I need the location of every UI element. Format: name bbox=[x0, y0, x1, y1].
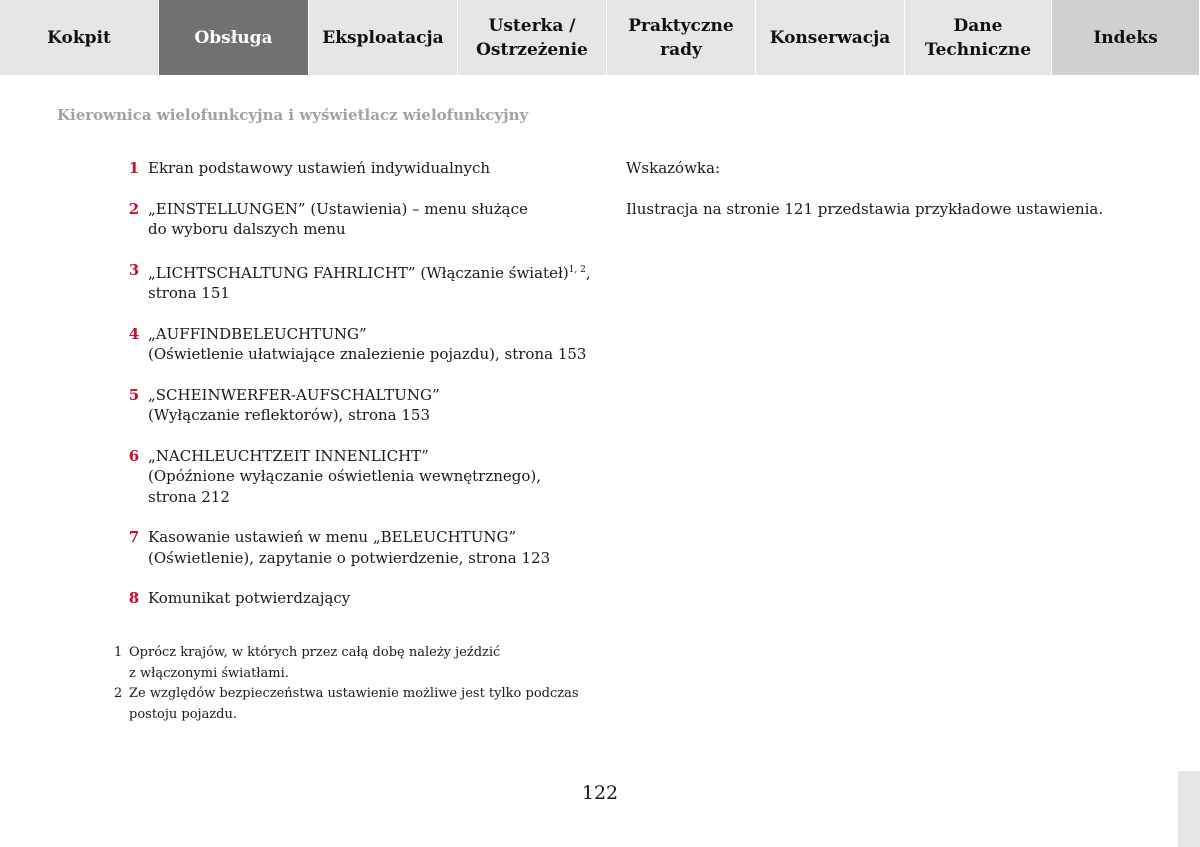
item-number: 6 bbox=[128, 446, 140, 465]
item-text-tail: , strona 151 bbox=[148, 263, 591, 302]
page-number: 122 bbox=[581, 782, 619, 804]
tab-eksploatacja[interactable]: Eksploatacja bbox=[309, 0, 458, 75]
tab-obsluga[interactable]: Obsługa bbox=[159, 0, 309, 75]
list-item bbox=[120, 158, 600, 179]
item-number: 7 bbox=[128, 528, 140, 546]
item-number: 2 bbox=[128, 199, 140, 218]
footnote-number: 2 bbox=[114, 686, 123, 701]
item-number: 4 bbox=[128, 324, 140, 343]
footnote-text: Oprócz krajów, w których przez całą dobę należy jeździć z włączonymi światłami. bbox=[129, 645, 501, 681]
footnote-text: Ze względów bezpieczeństwa ustawienie możliwe jest tylko podczas postoju pojazdu. bbox=[129, 686, 579, 722]
footnotes bbox=[114, 643, 594, 725]
tab-usterka-ostrzezenie[interactable]: Usterka / Ostrzeżenie bbox=[458, 0, 607, 75]
tab-kokpit[interactable]: Kokpit bbox=[0, 0, 159, 75]
footnote-ref: 1, 2 bbox=[568, 264, 586, 275]
list-item bbox=[120, 199, 600, 240]
item-text: „NACHLEUCHTZEIT INNENLICHT” (Opóźnione wyłączanie oświetlenia wewnętrznego), strona 212 bbox=[148, 446, 542, 506]
item-number: 5 bbox=[128, 385, 140, 404]
item-text: „AUFFINDBELEUCHTUNG” (Oświetlenie ułatwiające znalezienie pojazdu), strona 153 bbox=[148, 324, 587, 363]
item-number: 1 bbox=[128, 159, 140, 177]
tab-praktyczne-rady[interactable]: Praktyczne rady bbox=[607, 0, 756, 75]
list-item bbox=[120, 385, 600, 426]
list-item bbox=[120, 324, 600, 365]
numbered-list bbox=[120, 158, 600, 629]
note-heading: Wskazówka: bbox=[626, 159, 721, 177]
section-title: Kierownica wielofunkcyjna i wyświetlacz wielofunkcyjny bbox=[57, 106, 529, 124]
list-item bbox=[120, 260, 600, 304]
list-item bbox=[120, 588, 600, 609]
item-text: Kasowanie ustawień w menu „BELEUCHTUNG” (Oświetlenie), zapytanie o potwierdzenie, strona 123 bbox=[148, 528, 551, 567]
note-text: Ilustracja na stronie 121 przedstawia przykładowe ustawienia. bbox=[626, 199, 1104, 218]
item-text: Komunikat potwierdzający bbox=[148, 589, 351, 607]
footnote bbox=[114, 643, 594, 684]
item-text: Ekran podstawowy ustawień indywidualnych bbox=[148, 159, 491, 177]
list-item bbox=[120, 527, 600, 568]
tab-dane-techniczne[interactable]: Dane Techniczne bbox=[905, 0, 1052, 75]
footnote-number: 1 bbox=[114, 645, 123, 660]
item-text-main: „LICHTSCHALTUNG FAHRLICHT” (Włączanie świateł) bbox=[148, 263, 569, 282]
list-item bbox=[120, 446, 600, 508]
item-number: 8 bbox=[128, 589, 140, 607]
item-text: „SCHEINWERFER-AUFSCHALTUNG” (Wyłączanie reflektorów), strona 153 bbox=[148, 385, 440, 424]
item-text bbox=[148, 260, 600, 304]
footnote bbox=[114, 684, 594, 725]
item-text: „EINSTELLUNGEN” (Ustawienia) – menu służące do wyboru dalszych menu bbox=[148, 199, 528, 238]
note-box bbox=[626, 158, 1146, 219]
chapter-tabs bbox=[0, 0, 1200, 75]
tab-indeks[interactable]: Indeks bbox=[1052, 0, 1200, 75]
tab-konserwacja[interactable]: Konserwacja bbox=[756, 0, 905, 75]
item-number: 3 bbox=[128, 260, 140, 279]
page-edge-marker bbox=[1178, 771, 1200, 847]
